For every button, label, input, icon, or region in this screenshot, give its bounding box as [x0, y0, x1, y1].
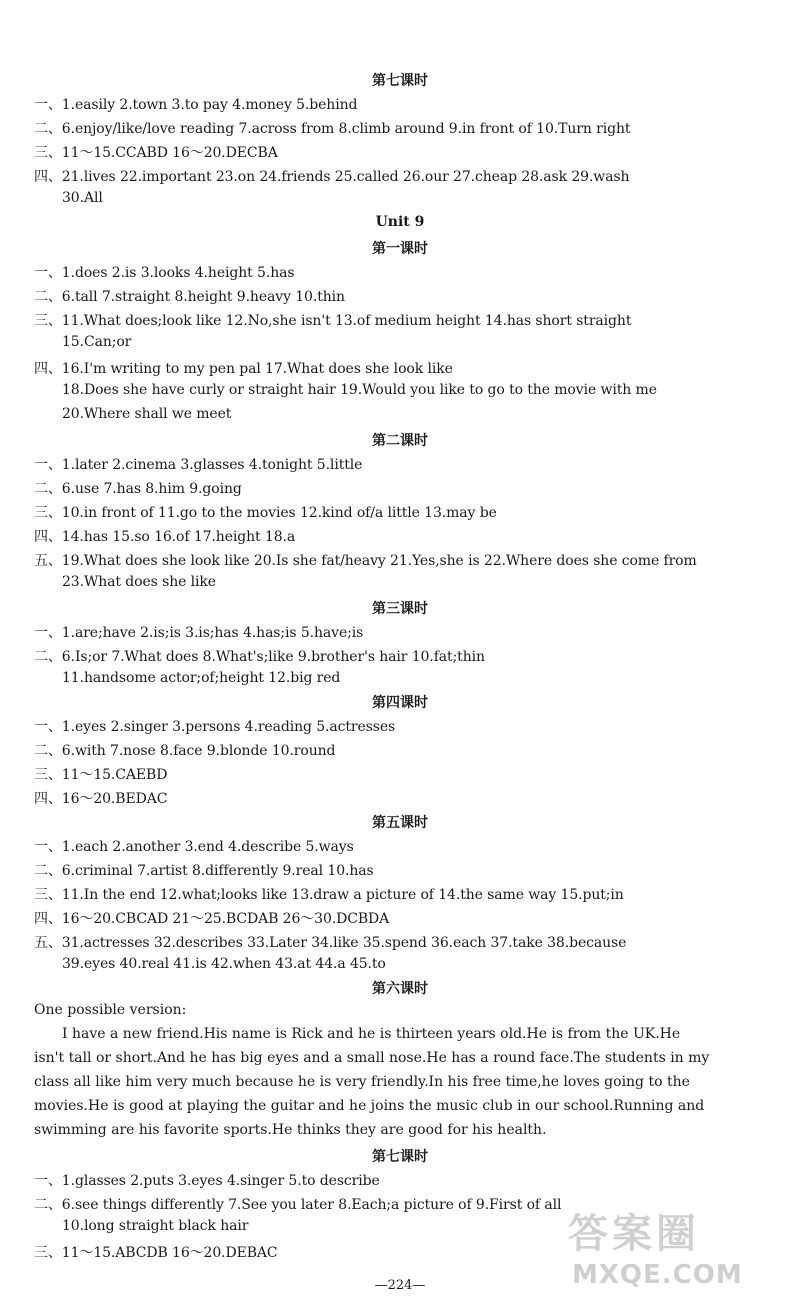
answer-line: 二、6.Is;or 7.What does 8.What's;like 9.brother's hair 10.fat;thin: [34, 649, 485, 665]
answer-line: 20.Where shall we meet: [62, 406, 232, 422]
essay-intro: One possible version:: [34, 1002, 187, 1018]
answer-line: 四、16～20.BEDAC: [34, 791, 168, 807]
answer-line: 二、6.use 7.has 8.him 9.going: [34, 481, 242, 497]
essay-line: isn't tall or short.And he has big eyes and a small nose.He has a round face.The students in my: [34, 1050, 710, 1066]
section-heading: 第三课时: [372, 601, 428, 617]
watermark-logo: [548, 1196, 788, 1296]
answer-line: 23.What does she like: [62, 574, 216, 590]
section-heading: 第五课时: [372, 815, 428, 831]
answer-line: 三、10.in front of 11.go to the movies 12.kind of/a little 13.may be: [34, 505, 497, 521]
answer-line: 11.handsome actor;of;height 12.big red: [62, 670, 341, 686]
section-heading: 第七课时: [372, 73, 428, 89]
answer-line: 30.All: [62, 190, 103, 206]
answer-line: 二、6.criminal 7.artist 8.differently 9.real 10.has: [34, 863, 374, 879]
answer-line: 四、14.has 15.so 16.of 17.height 18.a: [34, 529, 296, 545]
answer-line: 三、11～15.CCABD 16～20.DECBA: [34, 145, 278, 161]
answer-line: 二、6.with 7.nose 8.face 9.blonde 10.round: [34, 743, 336, 759]
watermark-url: MXQE.COM: [572, 1260, 743, 1290]
section-heading: 第六课时: [372, 981, 428, 997]
unit-heading: Unit 9: [375, 214, 425, 230]
essay-line: swimming are his favorite sports.He thinks they are good for his health.: [34, 1122, 547, 1138]
page-number: —224—: [374, 1278, 426, 1293]
answer-line: 二、6.tall 7.straight 8.height 9.heavy 10.thin: [34, 289, 345, 305]
answer-line: 五、31.actresses 32.describes 33.Later 34.like 35.spend 36.each 37.take 38.because: [34, 935, 627, 951]
watermark-title: 答案圈: [568, 1211, 700, 1257]
answer-line: 五、19.What does she look like 20.Is she fat/heavy 21.Yes,she is 22.Where does she come from: [34, 553, 697, 569]
answer-line: 39.eyes 40.real 41.is 42.when 43.at 44.a 45.to: [62, 956, 386, 972]
answer-line: 三、11～15.CAEBD: [34, 767, 168, 783]
section-heading: 第二课时: [372, 433, 428, 449]
answer-line: 二、6.enjoy/like/love reading 7.across from 8.climb around 9.in front of 10.Turn right: [34, 121, 631, 137]
answer-line: 四、16.I'm writing to my pen pal 17.What does she look like: [34, 361, 453, 377]
answer-line: 一、1.are;have 2.is;is 3.is;has 4.has;is 5.have;is: [34, 625, 364, 641]
answer-line: 一、1.easily 2.town 3.to pay 4.money 5.behind: [34, 97, 358, 113]
answer-line: 三、11.In the end 12.what;looks like 13.draw a picture of 14.the same way 15.put;in: [34, 887, 624, 903]
essay-line: movies.He is good at playing the guitar and he joins the music club in our school.Running and: [34, 1098, 705, 1114]
section-heading: 第七课时: [372, 1149, 428, 1165]
answer-line: 一、1.later 2.cinema 3.glasses 4.tonight 5.little: [34, 457, 363, 473]
answer-line: 三、11.What does;look like 12.No,she isn't 13.of medium height 14.has short straight: [34, 313, 632, 329]
answer-line: 四、16～20.CBCAD 21～25.BCDAB 26～30.DCBDA: [34, 911, 390, 927]
answer-line: 一、1.eyes 2.singer 3.persons 4.reading 5.actresses: [34, 719, 396, 735]
essay-line: I have a new friend.His name is Rick and he is thirteen years old.He is from the UK.He: [62, 1026, 681, 1042]
section-heading: 第四课时: [372, 695, 428, 711]
answer-line: 一、1.each 2.another 3.end 4.describe 5.ways: [34, 839, 354, 855]
section-heading: 第一课时: [372, 241, 428, 257]
answer-line: 18.Does she have curly or straight hair 19.Would you like to go to the movie with me: [62, 382, 657, 398]
answer-line: 三、11～15.ABCDB 16～20.DEBAC: [34, 1245, 278, 1261]
answer-line: 一、1.does 2.is 3.looks 4.height 5.has: [34, 265, 295, 281]
answer-line: 15.Can;or: [62, 334, 132, 350]
essay-line: class all like him very much because he is very friendly.In his free time,he loves going to the: [34, 1074, 690, 1090]
answer-line: 二、6.see things differently 7.See you later 8.Each;a picture of 9.First of all: [34, 1197, 562, 1213]
answer-line: 四、21.lives 22.important 23.on 24.friends 25.called 26.our 27.cheap 28.ask 29.wash: [34, 169, 630, 185]
answer-line: 10.long straight black hair: [62, 1218, 249, 1234]
answer-line: 一、1.glasses 2.puts 3.eyes 4.singer 5.to describe: [34, 1173, 380, 1189]
